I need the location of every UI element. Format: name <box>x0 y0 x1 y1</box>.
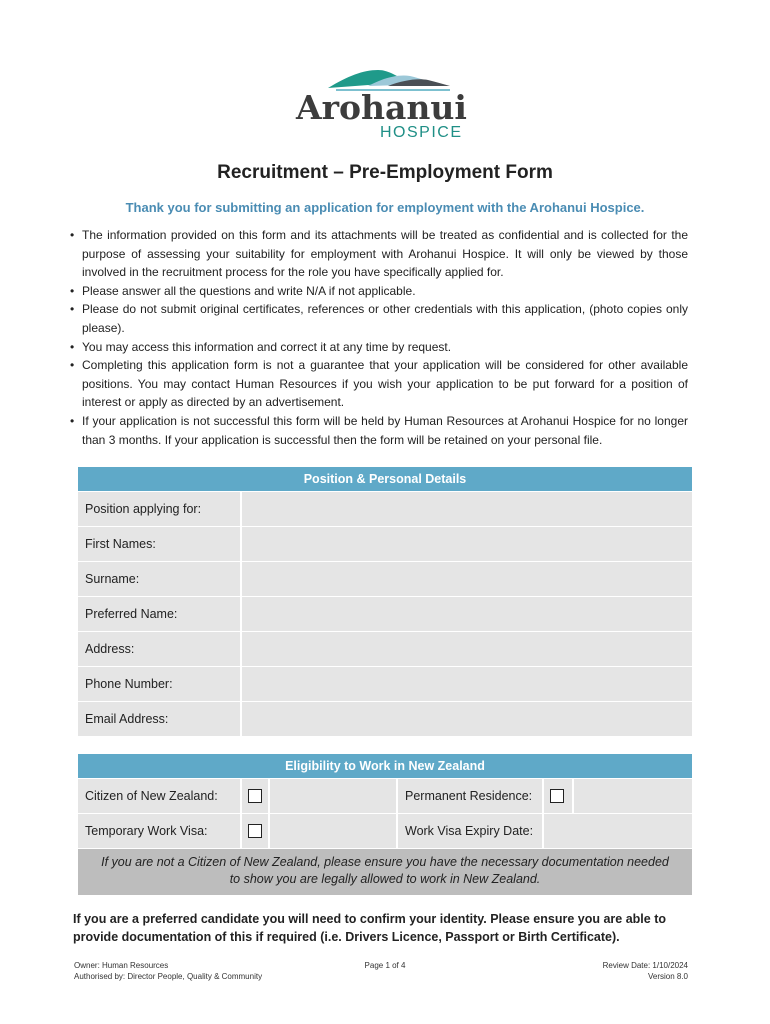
first-names-input[interactable] <box>242 527 692 561</box>
bullet-item: • Completing this application form is not a guarantee that your application will be considered for other available positions. You may contact Human Resources if you wish your application to be put forward for a position of interest or apply as directed by an advertisement. <box>70 356 688 412</box>
first-names-label: First Names: <box>78 527 242 561</box>
footer-page: Page 1 of 4 <box>364 961 406 970</box>
phone-label: Phone Number: <box>78 667 242 701</box>
phone-input[interactable] <box>242 667 692 701</box>
temp-visa-checkbox[interactable] <box>248 824 262 838</box>
footer-version: Version 8.0 <box>647 971 688 981</box>
page-subtitle: Thank you for submitting an application for employment with the Arohanui Hospice. <box>125 200 645 215</box>
arohanui-logo <box>296 66 476 146</box>
citizen-fill <box>270 779 398 813</box>
page-title: Recruitment – Pre-Employment Form <box>217 162 553 183</box>
email-label: Email Address: <box>78 702 242 736</box>
email-row <box>78 701 692 736</box>
address-input[interactable] <box>242 632 692 666</box>
permanent-checkbox[interactable] <box>550 789 564 803</box>
eligibility-table <box>78 754 692 895</box>
info-bullets <box>70 226 688 449</box>
logo-name: Arohanui <box>296 88 467 127</box>
temp-visa-fill <box>270 814 398 848</box>
address-label: Address: <box>78 632 242 666</box>
citizen-checkbox[interactable] <box>248 789 262 803</box>
footer-authorised: Authorised by: Director People, Quality & Community <box>74 971 263 981</box>
bullet-item: • The information provided on this form and its attachments will be treated as confidential and is collected for the purpose of assessing your suitability for employment with Arohanui Hospice. It will only be viewed by those involved in the recruitment process for the role you have specifically applied for. <box>70 226 688 282</box>
permanent-label: Permanent Residence: <box>398 779 544 813</box>
eligibility-header: Eligibility to Work in New Zealand <box>78 754 692 778</box>
bullet-item: • Please do not submit original certificates, references or other credentials with this application, (photo copies only please). <box>70 300 688 337</box>
address-row <box>78 631 692 666</box>
citizen-checkbox-cell <box>242 779 270 813</box>
temp-visa-label: Temporary Work Visa: <box>78 814 242 848</box>
personal-details-table <box>78 467 692 736</box>
surname-input[interactable] <box>242 562 692 596</box>
surname-label: Surname: <box>78 562 242 596</box>
position-row <box>78 491 692 526</box>
surname-row <box>78 561 692 596</box>
permanent-checkbox-cell <box>544 779 574 813</box>
visa-expiry-input[interactable] <box>544 814 692 848</box>
preferred-name-label: Preferred Name: <box>78 597 242 631</box>
bullet-item: • If your application is not successful this form will be held by Human Resources at Arohanui Hospice for no longer than 3 months. If your application is successful then the form will be retained on your personal file. <box>70 412 688 449</box>
email-input[interactable] <box>242 702 692 736</box>
visa-expiry-label: Work Visa Expiry Date: <box>398 814 544 848</box>
position-label: Position applying for: <box>78 492 242 526</box>
identity-note: If you are a preferred candidate you will need to confirm your identity. Please ensure you are able to provide documentation of this if required (i.e. Drivers Licence, Passport or Birth Certificate). <box>73 912 666 944</box>
footer-owner: Owner: Human Resources <box>74 961 169 970</box>
preferred-name-input[interactable] <box>242 597 692 631</box>
permanent-fill <box>574 779 692 813</box>
position-input[interactable] <box>242 492 692 526</box>
preferred-name-row <box>78 596 692 631</box>
first-names-row <box>78 526 692 561</box>
eligibility-row-1 <box>78 778 692 813</box>
temp-visa-checkbox-cell <box>242 814 270 848</box>
bullet-item: • You may access this information and correct it at any time by request. <box>70 338 688 357</box>
citizen-label: Citizen of New Zealand: <box>78 779 242 813</box>
logo-sub: HOSPICE <box>380 124 463 141</box>
bullet-item: • Please answer all the questions and write N/A if not applicable. <box>70 282 688 301</box>
footer-review: Review Date: 1/10/2024 <box>602 961 688 970</box>
phone-row <box>78 666 692 701</box>
footer-right <box>603 961 688 982</box>
eligibility-note: If you are not a Citizen of New Zealand, please ensure you have the necessary documentation needed to show you are legally allowed to work in New Zealand. <box>78 848 692 895</box>
personal-details-header: Position & Personal Details <box>78 467 692 491</box>
eligibility-row-2 <box>78 813 692 848</box>
